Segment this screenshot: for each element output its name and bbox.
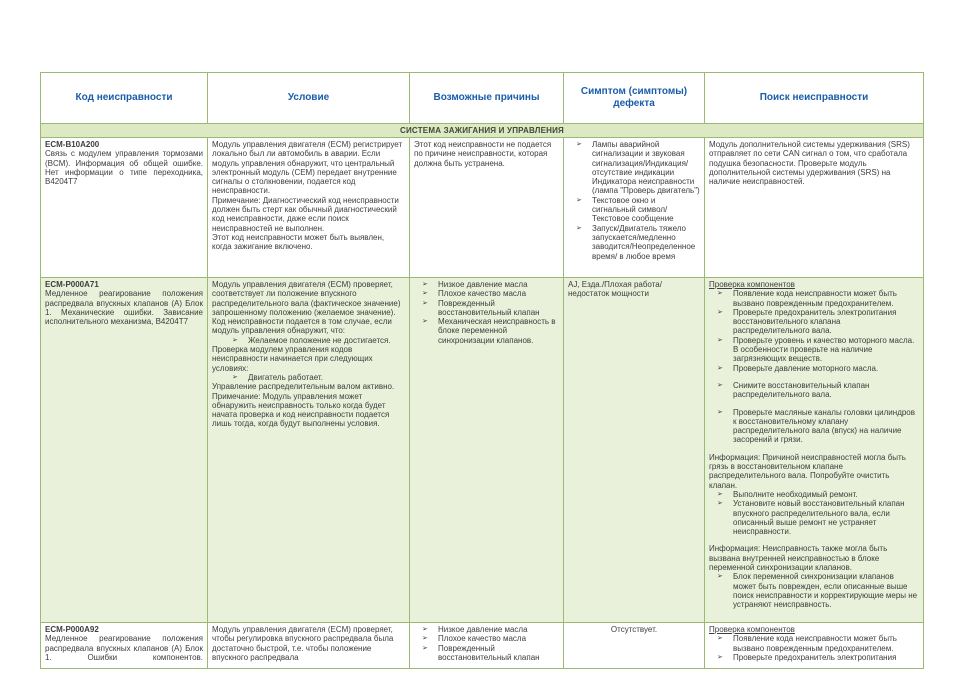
- bullet-item: [709, 381, 919, 400]
- arrow-bullet-icon: ➢: [422, 644, 428, 652]
- spacer: [709, 536, 919, 544]
- section-title: СИСТЕМА ЗАЖИГАНИЯ И УПРАВЛЕНИЯ: [400, 126, 564, 135]
- arrow-bullet-icon: ➢: [717, 635, 723, 643]
- paragraph: AJ, Езда./Плохая работа/недостаток мощности: [568, 280, 662, 299]
- paragraph: Код неисправности подается в том случае, если модуль управления обнаружит, что:: [212, 317, 392, 336]
- arrow-bullet-icon: ➢: [576, 141, 582, 148]
- underlined-heading: Проверка компонентов: [709, 280, 795, 289]
- arrow-bullet-icon: ➢: [717, 364, 723, 372]
- paragraph: Информация: Причиной неисправностей могла быть грязь в восстановительном клапане распределительного вала. Попробуйте очистить клапан.: [709, 452, 906, 490]
- paragraph: Примечание: Диагностический код неисправности должен быть стерт как обычный диагностический код неисправности, даже если поиск неисправностей не выполнен.: [212, 195, 399, 233]
- bullet-item: [568, 140, 700, 196]
- bullet-item: [709, 364, 919, 373]
- paragraph: Модуль управления двигателя (ECM) проверяет, чтобы регулировка впускного распредвала была достаточно быстрой, т.е. чтобы положение впускного распредвала: [212, 625, 394, 662]
- table-row-ecm-p000a71: [41, 277, 923, 622]
- arrow-bullet-icon: ➢: [717, 290, 723, 298]
- arrow-bullet-icon: ➢: [717, 573, 723, 581]
- bullet-text: Желаемое положение не достигается.: [248, 335, 391, 345]
- condition-cell: [207, 138, 409, 277]
- fault-code: ECM-P000A92: [45, 625, 99, 634]
- fault-code-table: [40, 72, 924, 669]
- fault-code: ECM-B10A200: [45, 140, 100, 149]
- condition-cell: [207, 278, 409, 622]
- possible-causes-cell: [409, 278, 563, 622]
- arrow-bullet-icon: ➢: [422, 299, 428, 307]
- bullet-text: Установите новый восстановительный клапан впускного распределительного вала, если описанный выше ремонт не устраняет неисправности.: [733, 499, 905, 537]
- bullet-text: Снимите восстановительный клапан распределительного вала.: [733, 380, 870, 400]
- paragraph: Управление распределительным валом активно.: [212, 382, 395, 392]
- bullet-item: [709, 653, 919, 662]
- arrow-bullet-icon: ➢: [232, 373, 238, 381]
- column-header-troubleshooting: Поиск неисправности: [704, 73, 923, 123]
- defect-symptom-cell: [563, 138, 704, 277]
- paragraph: Модуль управления двигателя (ECM) проверяет, соответствует ли положение впускного распределительного вала (фактическое значение) запрошенному положению (желаемое значение).: [212, 280, 401, 317]
- bullet-item: [212, 373, 405, 382]
- arrow-bullet-icon: ➢: [717, 500, 723, 508]
- bullet-text: Появление кода неисправности может быть вызвано поврежденным предохранителем.: [733, 289, 897, 308]
- troubleshooting-cell: [704, 278, 923, 622]
- paragraph: Информация: Неисправность также могла быть вызвана внутренней неисправностью в блоке переменной синхронизации клапанов.: [709, 544, 888, 573]
- arrow-bullet-icon: ➢: [576, 224, 582, 232]
- defect-symptom-cell: [563, 278, 704, 622]
- bullet-text: Плохое качество масла: [438, 289, 527, 299]
- troubleshooting-cell: [704, 623, 923, 668]
- bullet-text: Проверьте уровень и качество моторного масла. В особенности проверьте на наличие загрязняющих веществ.: [733, 335, 915, 364]
- bullet-item: [709, 308, 919, 336]
- spacer: [709, 373, 919, 381]
- bullet-item: [414, 644, 559, 663]
- bullet-text: Текстовое окно и сигнальный символ/Текстовое сообщение: [592, 195, 674, 224]
- bullet-item: [414, 299, 559, 318]
- bullet-item: [414, 625, 559, 634]
- column-header-fault-code: Код неисправности: [75, 92, 173, 103]
- bullet-text: Плохое качество масла: [438, 634, 527, 644]
- bullet-item: [709, 289, 919, 308]
- bullet-item: [414, 634, 559, 643]
- bullet-text: Поврежденный восстановительный клапан: [438, 643, 540, 662]
- bullet-item: [709, 336, 919, 364]
- possible-causes-cell: [409, 138, 563, 277]
- fault-code-cell: [41, 623, 207, 668]
- bullet-item: [568, 196, 700, 224]
- arrow-bullet-icon: ➢: [422, 281, 428, 288]
- bullet-text: Блок переменной синхронизации клапанов может быть поврежден, если описанные выше поиск неисправности и корректирующие меры не устраняют неисправность.: [733, 572, 918, 610]
- bullet-text: Выполните необходимый ремонт.: [733, 489, 858, 499]
- paragraph: Модуль управления двигателя (ECM) регистрирует локально был ли автомобиль в аварии. Если модуль управления обнаружит, что центральный электронный модуль (CEM) передает внутренние сигналы о столкновении, подается код неисправности.: [212, 140, 403, 196]
- bullet-text: Запуск/Двигатель тяжело запускается/медленно заводится/Неопределенное время/ в любое время: [592, 223, 696, 261]
- bullet-text: Двигатель работает.: [248, 372, 323, 382]
- bullet-item: [414, 280, 559, 289]
- column-header-symptom: Симптом (симптомы) дефекта: [563, 73, 704, 123]
- arrow-bullet-icon: ➢: [232, 336, 238, 344]
- arrow-bullet-icon: ➢: [576, 196, 582, 204]
- section-band: [41, 123, 923, 137]
- table-row-ecm-p000a92: [41, 622, 923, 668]
- paragraph: Связь с модулем управления тормозами (BCM). Информация об общей ошибке. Нет информации о типе переходника, B4204T7: [45, 149, 203, 187]
- paragraph: Проверка модулем управления кодов неисправности начинается при следующих условиях:: [212, 345, 373, 373]
- bullet-text: Лампы аварийной сигнализации и звуковая сигнализация/Индикация/отсутствие индикации Индикатора неисправности (лампа "Проверь двигатель"): [592, 140, 700, 196]
- paragraph: Медленное реагирование положения распредвала впускных клапанов (А) Блок 1. Механические ошибки. Зависание исполнительного механизма, B4204T7: [45, 289, 203, 327]
- spacer: [709, 400, 919, 408]
- arrow-bullet-icon: ➢: [717, 490, 723, 498]
- bullet-item: [414, 317, 559, 345]
- bullet-item: [568, 224, 700, 261]
- arrow-bullet-icon: ➢: [717, 408, 723, 416]
- bullet-text: Низкое давление масла: [438, 625, 528, 634]
- bullet-text: Проверьте давление моторного масла.: [733, 363, 879, 373]
- possible-causes-cell: [409, 623, 563, 668]
- arrow-bullet-icon: ➢: [422, 635, 428, 643]
- paragraph: Модуль дополнительной системы удерживания (SRS) отправляет по сети CAN сигнал о том, что сработала подушка безопасности. Проверьте модуль дополнительной системы удерживания (SRS) на наличие неисправностей.: [709, 140, 910, 187]
- paragraph: Медленное реагирование положения распредвала впускных клапанов (А) Блок 1. Ошибки компонентов.: [45, 634, 203, 662]
- arrow-bullet-icon: ➢: [422, 290, 428, 298]
- bullet-item: [414, 289, 559, 298]
- arrow-bullet-icon: ➢: [717, 308, 723, 316]
- bullet-text: Низкое давление масла: [438, 280, 528, 289]
- bullet-item: [709, 408, 919, 445]
- arrow-bullet-icon: ➢: [717, 336, 723, 344]
- fault-code: ECM-P000A71: [45, 280, 99, 289]
- arrow-bullet-icon: ➢: [422, 318, 428, 326]
- arrow-bullet-icon: ➢: [717, 653, 723, 661]
- paragraph: Этот код неисправности не подается по причине неисправности, которая должна быть устранена.: [414, 140, 552, 168]
- table-row-ecm-b10a200: [41, 137, 923, 277]
- bullet-item: [709, 490, 919, 499]
- column-header-possible-causes: Возможные причины: [409, 73, 563, 123]
- troubleshooting-cell: [704, 138, 923, 277]
- bullet-text: Поврежденный восстановительный клапан: [438, 298, 540, 317]
- table-header-row: [41, 73, 923, 123]
- bullet-item: [709, 634, 919, 653]
- bullet-text: Появление кода неисправности может быть вызвано поврежденным предохранителем.: [733, 634, 897, 653]
- defect-symptom-cell: [563, 623, 704, 668]
- bullet-item: [212, 336, 405, 345]
- paragraph: Этот код неисправности может быть выявлен, когда зажигание включено.: [212, 232, 385, 252]
- bullet-item: [709, 572, 919, 609]
- bullet-item: [709, 499, 919, 536]
- column-header-condition: Условие: [207, 73, 409, 123]
- spacer: [709, 445, 919, 453]
- bullet-text: Проверьте предохранитель электропитания восстановительного клапана распределительного вала.: [733, 307, 897, 336]
- arrow-bullet-icon: ➢: [422, 626, 428, 633]
- paragraph: Отсутствует.: [610, 625, 658, 634]
- paragraph: Примечание: Модуль управления может обнаружить неисправность только когда будет начата проверка и код неисправности подается лишь тогда, когда будут выполнены условия.: [212, 391, 390, 429]
- condition-cell: [207, 623, 409, 668]
- underlined-heading: Проверка компонентов: [709, 625, 795, 634]
- bullet-text: Проверьте масляные каналы головки цилиндров к восстановительному клапану распределительного вала (впуск) на наличие засорений и грязи.: [733, 407, 916, 445]
- bullet-text: Механическая неисправность в блоке переменной синхронизации клапанов.: [438, 317, 556, 345]
- fault-code-cell: [41, 138, 207, 277]
- bullet-text: Проверьте предохранитель электропитания: [733, 652, 897, 662]
- arrow-bullet-icon: ➢: [717, 381, 723, 389]
- fault-code-cell: [41, 278, 207, 622]
